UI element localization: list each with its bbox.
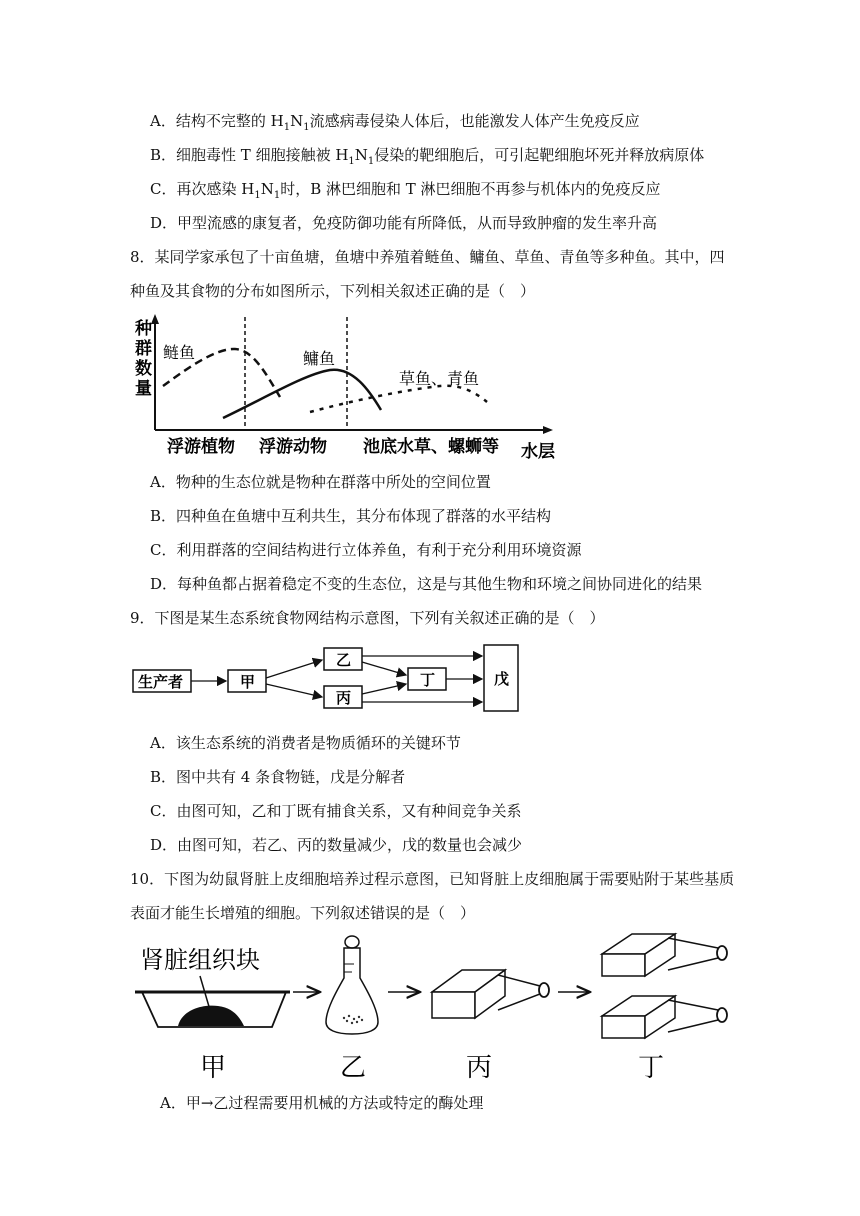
q8-option-b: B．四种鱼在鱼塘中互利共生，其分布体现了群落的水平结构: [150, 507, 552, 525]
label-bighead-carp: 鳙鱼: [303, 349, 336, 368]
bighead-carp-curve: [223, 370, 381, 418]
zone-label-phytoplankton: 浮游植物: [167, 437, 235, 457]
arrow-jia-yi: [266, 660, 322, 678]
q8-option-c: C．利用群落的空间结构进行立体养鱼，有利于充分利用环境资源: [150, 541, 582, 559]
q8-stem-line1: 8．某同学家承包了十亩鱼塘，鱼塘中养殖着鲢鱼、鳙鱼、草鱼、青鱼等多种鱼。其中，四: [130, 248, 725, 266]
q7-option-a: A．结构不完整的 $H_1N_1$流感病毒侵染人体后，也能激发人体产生免疫反应: [150, 112, 640, 133]
q10-stem-line1: 10．下图为幼鼠肾脏上皮细胞培养过程示意图，已知肾脏上皮细胞属于需要贴附于某些基质: [130, 870, 735, 888]
q8-option-a: A．物种的生态位就是物种在群落中所处的空间位置: [150, 473, 491, 491]
node-producer-label: 生产者: [138, 673, 184, 691]
label-grass-black-carp: 草鱼、青鱼: [399, 369, 480, 388]
q9-option-a: A．该生态系统的消费者是物质循环的关键环节: [150, 734, 461, 752]
q9-food-web-figure: [128, 640, 528, 720]
arrow-yi-ding: [362, 662, 406, 675]
stage-label-ding: 丁: [638, 1053, 665, 1083]
q7-option-c: C．再次感染 $H_1N_1$时，B 淋巴细胞和 T 淋巴细胞不再参与机体内的免疫反应: [150, 180, 661, 201]
zone-label-zooplankton: 浮游动物: [259, 437, 327, 457]
q8-fish-distribution-figure: [125, 312, 565, 462]
y-axis-label-2: 群: [135, 339, 152, 359]
bottle-ding1-front: [602, 954, 645, 976]
bottle-ding2-cap: [717, 1008, 727, 1022]
y-axis-arrow: [151, 314, 159, 324]
grass-black-carp-curve: [310, 386, 487, 412]
q9-stem: 9．下图是某生态系统食物网结构示意图，下列有关叙述正确的是（ ）: [130, 609, 605, 627]
y-axis-label-1: 种: [135, 319, 152, 339]
bottle-bing-front: [432, 992, 475, 1018]
q10-stem-line2: 表面才能生长增殖的细胞。下列叙述错误的是（ ）: [130, 904, 476, 922]
arrow-bing-ding: [362, 684, 406, 694]
bottle-bing-cap: [539, 983, 549, 997]
q10-cell-culture-figure: [130, 930, 740, 1085]
arrow-jia-bing: [266, 684, 322, 697]
flask-body: [326, 948, 378, 1034]
node-wu-label: 戊: [494, 670, 510, 688]
q8-option-d: D．每种鱼都占据着稳定不变的生态位，这是与其他生物和环境之间协同进化的结果: [150, 575, 703, 593]
tissue-block: [178, 1006, 244, 1026]
flask-stopper: [345, 936, 359, 948]
bottle-ding1-cap: [717, 946, 727, 960]
label-silver-carp: 鲢鱼: [163, 343, 196, 362]
x-axis-label: 水层: [521, 442, 555, 462]
node-bing-label: 丙: [336, 689, 352, 707]
q7-option-b: B．细胞毒性 T 细胞接触被 $H_1N_1$侵染的靶细胞后，可引起靶细胞坏死并释放病原体: [150, 146, 705, 167]
q9-option-b: B．图中共有 4 条食物链，戊是分解者: [150, 768, 406, 786]
stage-label-jia: 甲: [200, 1053, 227, 1083]
q7-option-d: D．甲型流感的康复者，免疫防御功能有所降低，从而导致肿瘤的发生率升高: [150, 214, 658, 232]
stage-label-yi: 乙: [340, 1053, 367, 1083]
q10-option-a: A．甲→乙过程需要用机械的方法或特定的酶处理: [160, 1094, 484, 1112]
q9-option-c: C．由图可知，乙和丁既有捕食关系，又有种间竞争关系: [150, 802, 522, 820]
bottle-ding2-front: [602, 1016, 645, 1038]
q9-option-d: D．由图可知，若乙、丙的数量减少，戊的数量也会减少: [150, 836, 523, 854]
stage-label-bing: 丙: [466, 1053, 493, 1083]
node-ding-label: 丁: [420, 671, 436, 689]
x-axis-arrow: [543, 426, 553, 434]
node-jia-label: 甲: [240, 673, 256, 691]
y-axis-label-4: 量: [135, 379, 152, 399]
tissue-label: 肾脏组织块: [140, 946, 260, 974]
y-axis-label-3: 数: [135, 359, 152, 379]
node-yi-label: 乙: [336, 651, 352, 669]
zone-label-bottom: 池底水草、螺蛳等: [363, 437, 499, 457]
q8-stem-line2: 种鱼及其食物的分布如图所示，下列相关叙述正确的是（ ）: [130, 282, 536, 300]
flask-cells: [343, 1015, 363, 1024]
